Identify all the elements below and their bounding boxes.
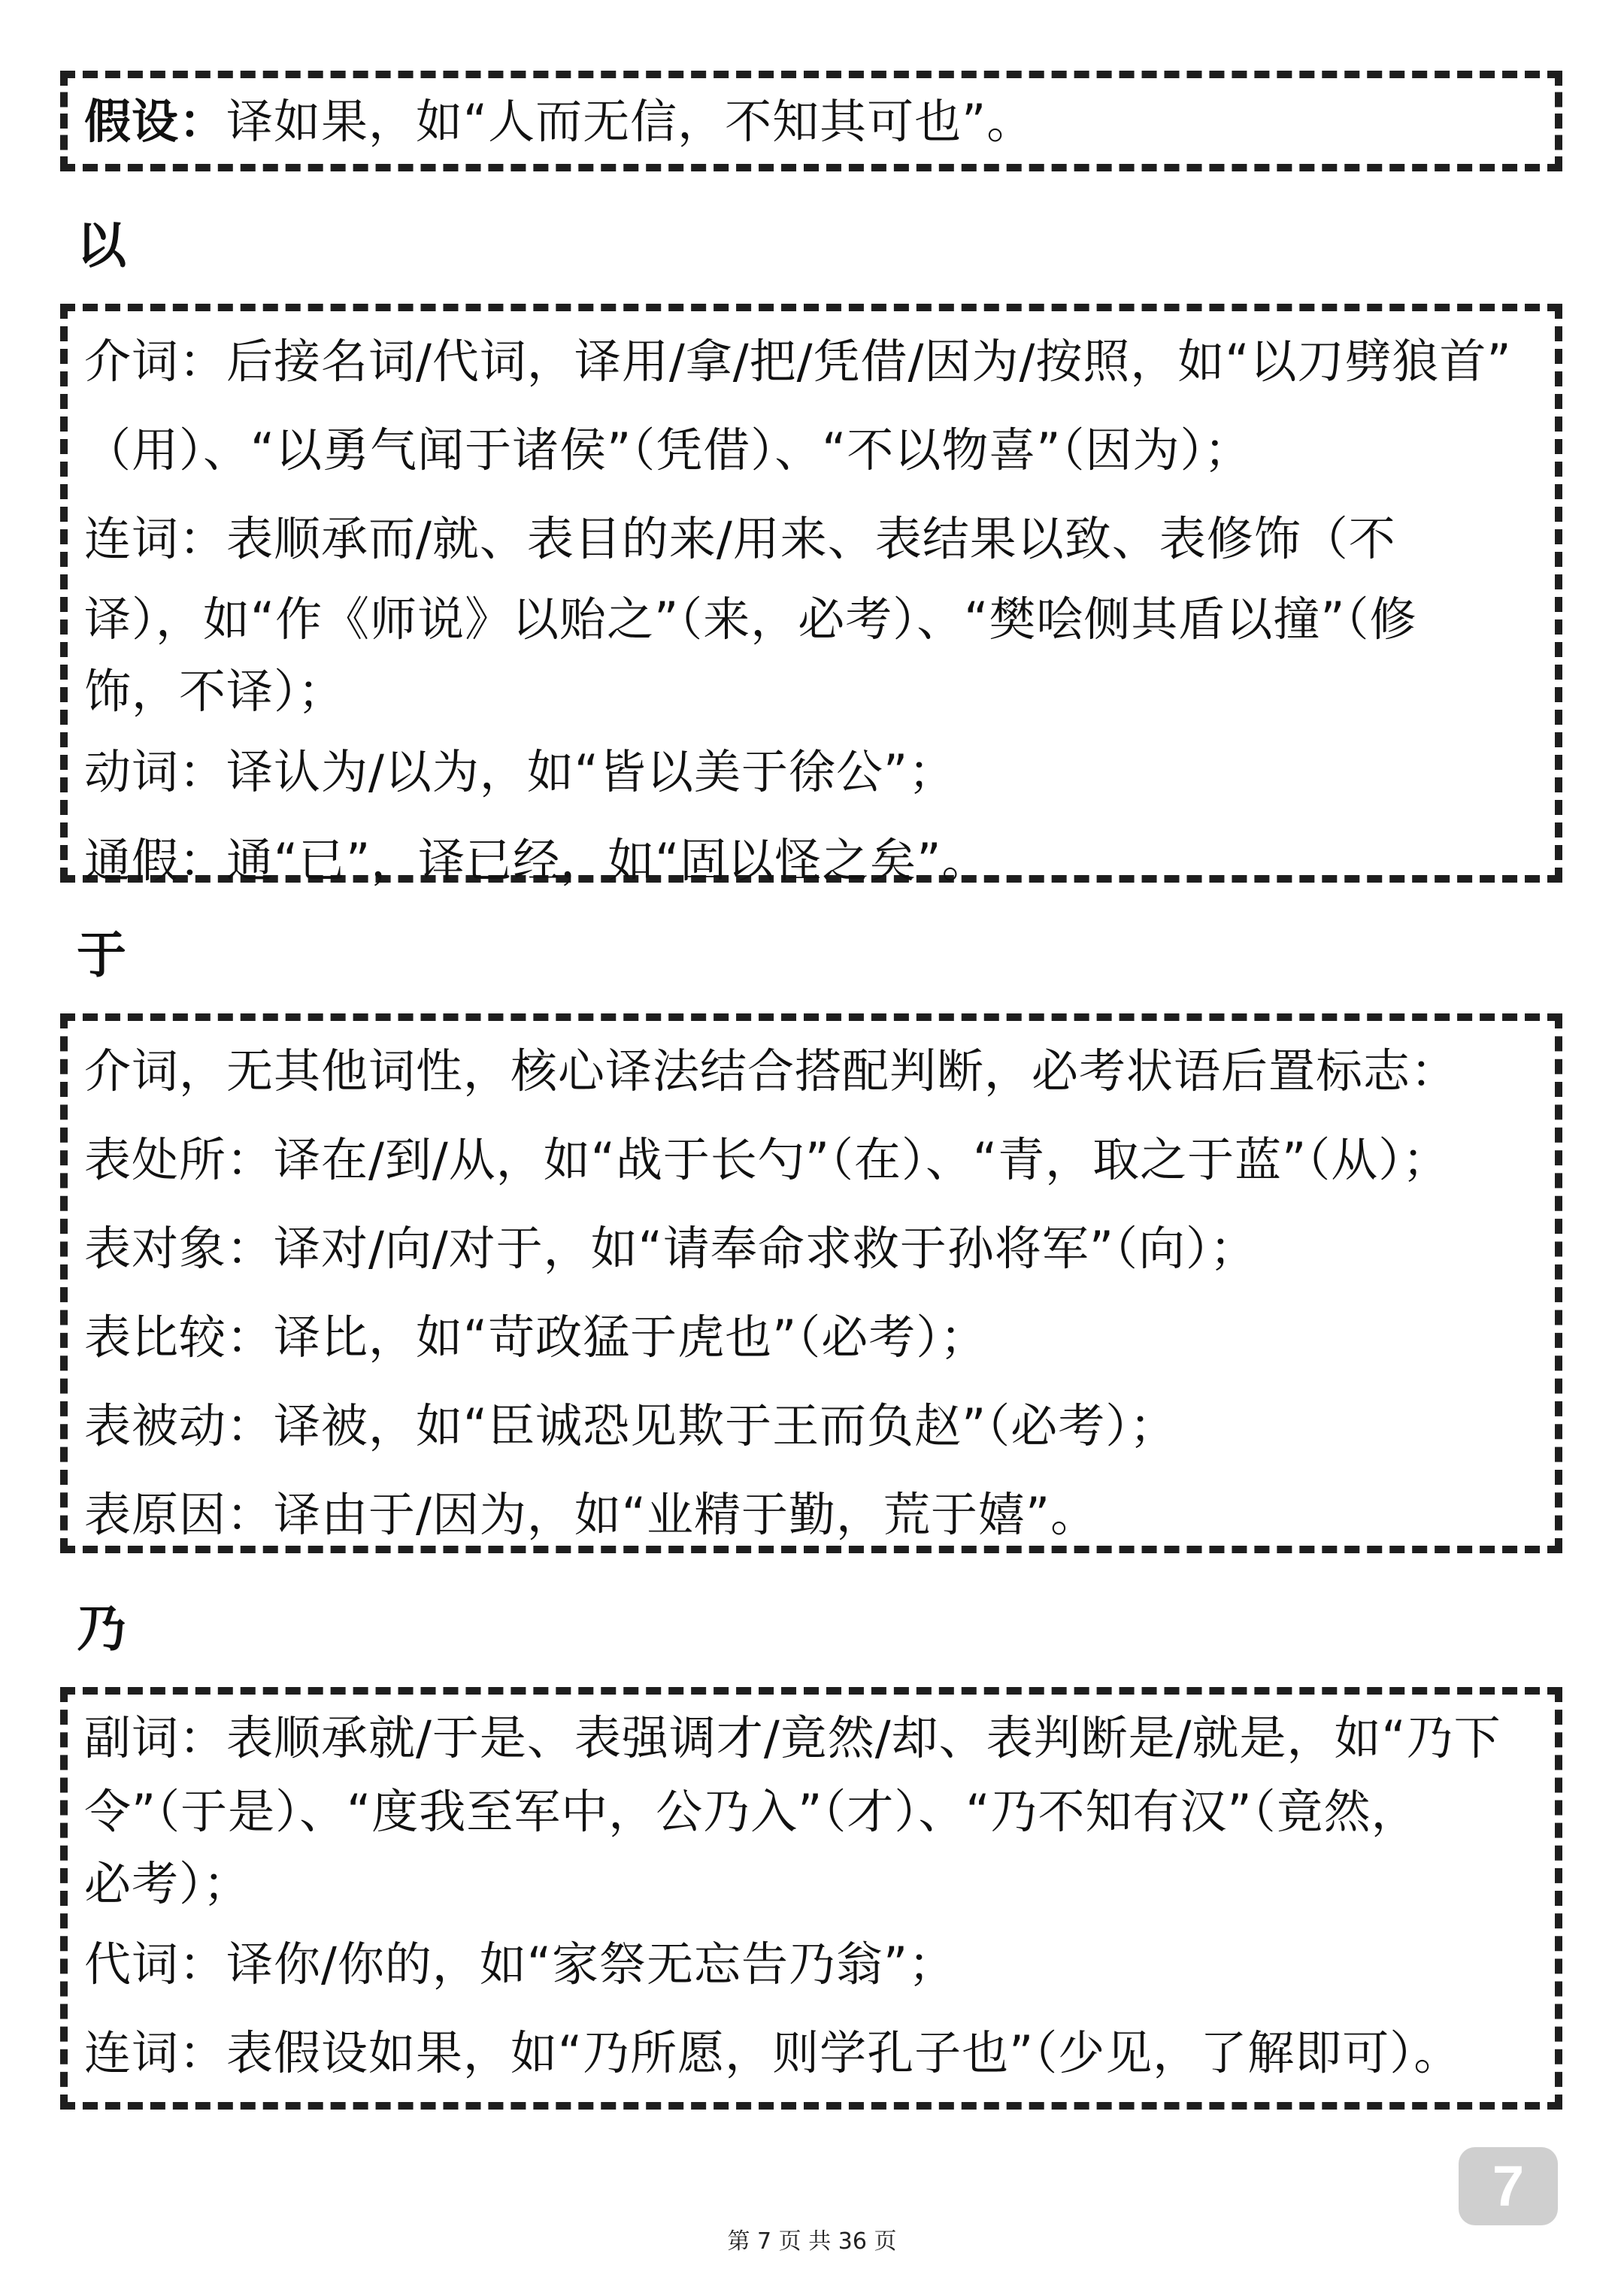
yu-line-5: 表被动：译被，如“臣诚恐见欺于王而负赵”（必考）； xyxy=(84,1398,1177,1453)
yi-box xyxy=(60,304,1562,888)
heading-yi: 以 xyxy=(77,217,126,274)
nai-line-2: 令”（于是）、“度我至军中，公乃入”（才）、“乃不知有汉”（竟然， xyxy=(84,1784,1419,1839)
nai-line-5: 连词：表假设如果，如“乃所愿，则学孔子也”（少见，了解即可）。 xyxy=(84,2025,1462,2080)
yi-line-6: 动词：译认为/以为，如“皆以美于徐公”； xyxy=(84,744,956,799)
yu-box xyxy=(60,1013,1562,1553)
nai-box xyxy=(60,1687,1562,2110)
nai-line-4: 代词：译你/你的，如“家祭无忘告乃翁”； xyxy=(84,1937,956,1992)
yi-line-1: 介词：后接名词/代词，译用/拿/把/凭借/因为/按照，如“以刀劈狼首” xyxy=(84,334,1512,389)
jiashe-text: 译如果，如“人而无信，不知其可也”。 xyxy=(226,94,1035,149)
yu-line-1: 介词，无其他词性，核心译法结合搭配判断，必考状语后置标志： xyxy=(84,1043,1459,1098)
jiashe-line xyxy=(84,78,1538,165)
yu-line-2: 表处所：译在/到/从，如“战于长勺”（在）、“青，取之于蓝”（从）； xyxy=(84,1132,1450,1187)
yi-line-4: 译），如“作《师说》以贻之”（来，必考）、“樊哙侧其盾以撞”（修 xyxy=(84,592,1417,647)
page-number-badge: 7 xyxy=(1459,2147,1558,2225)
heading-yu: 于 xyxy=(77,926,126,984)
yi-line-2: （用）、“以勇气闻于诸侯”（凭借）、“不以物喜”（因为）； xyxy=(84,423,1252,477)
jiashe-label: 假设： xyxy=(84,94,227,149)
heading-nai: 乃 xyxy=(77,1600,126,1658)
yu-line-4: 表比较：译比，如“苛政猛于虎也”（必考）； xyxy=(84,1310,988,1365)
nai-line-3: 必考）； xyxy=(84,1856,251,1911)
page-footer: 第 7 页 共 36 页 xyxy=(727,2228,897,2255)
jiashe-box xyxy=(60,71,1562,171)
yi-line-7: 通假：通“已”，译已经，如“固以怪之矣”。 xyxy=(84,833,989,888)
nai-line-1: 副词：表顺承就/于是、表强调才/竟然/却、表判断是/就是，如“乃下 xyxy=(84,1710,1501,1765)
yi-line-5: 饰，不译）； xyxy=(84,664,346,719)
yu-line-6: 表原因：译由于/因为，如“业精于勤，荒于嬉”。 xyxy=(84,1487,1098,1542)
yu-line-3: 表对象：译对/向/对于，如“请奉命求救于孙将军”（向）； xyxy=(84,1221,1258,1276)
yi-line-3: 连词：表顺承而/就、表目的来/用来、表结果以致、表修饰（不 xyxy=(84,511,1396,566)
